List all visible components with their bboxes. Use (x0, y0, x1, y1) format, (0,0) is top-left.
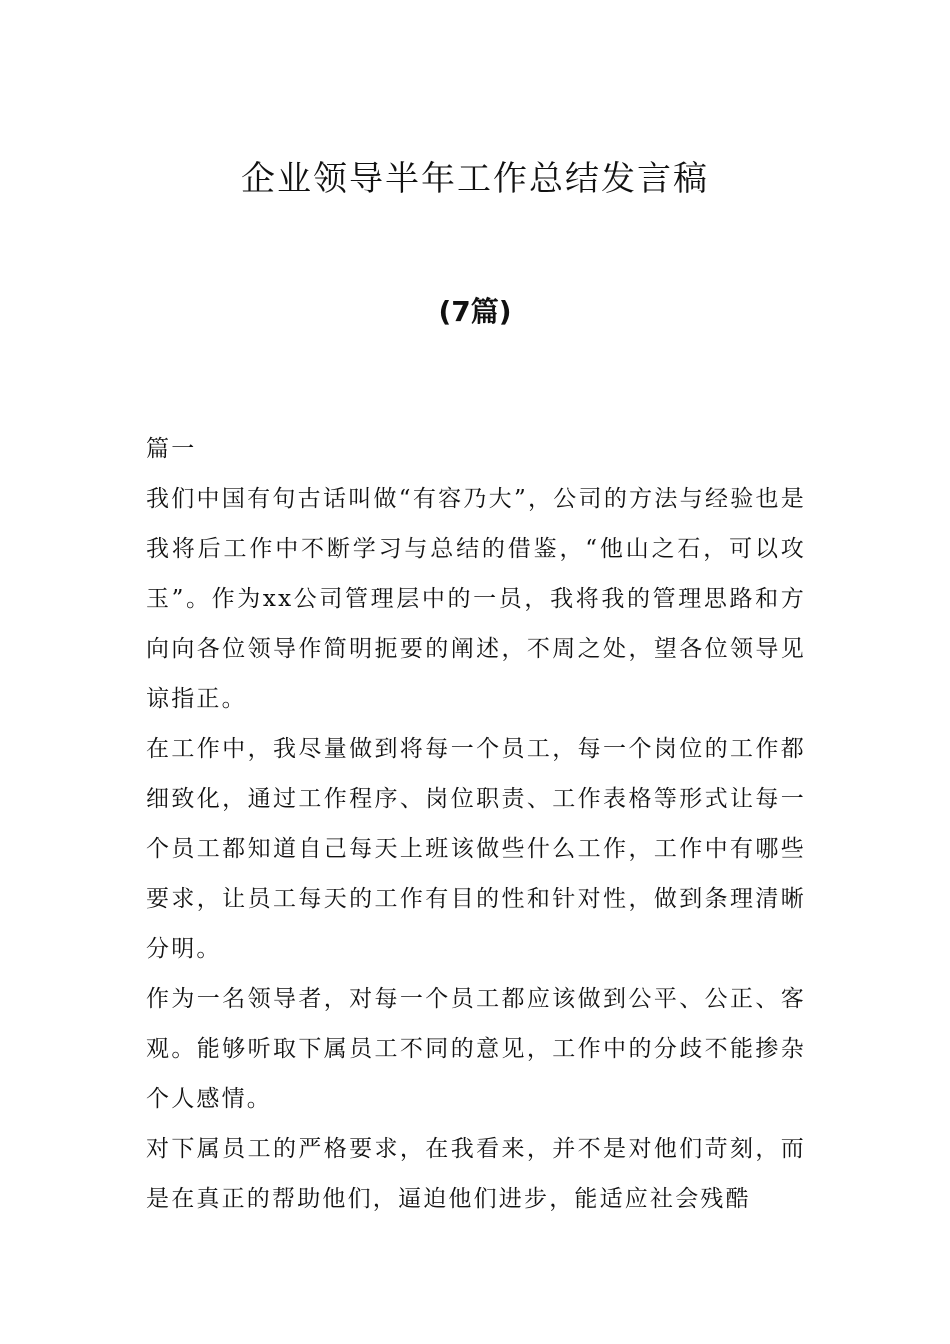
paragraph: 我们中国有句古话叫做“有容乃大”，公司的方法与经验也是我将后工作中不断学习与总结的借鉴，“他山之石，可以攻玉”。作为xx公司管理层中的一员，我将我的管理思路和方向向各位领导作简明扼要的阐述，不周之处，望各位领导见谅指正。 (146, 486, 806, 712)
paragraph: 在工作中，我尽量做到将每一个员工，每一个岗位的工作都细致化，通过工作程序、岗位职责、工作表格等形式让每一个员工都知道自己每天上班该做些什么工作，工作中有哪些要求，让员工每天的工作有目的性和针对性，做到条理清晰分明。 (146, 736, 806, 962)
paragraph: 作为一名领导者，对每一个员工都应该做到公平、公正、客观。能够听取下属员工不同的意见，工作中的分歧不能掺杂个人感情。 (146, 986, 806, 1112)
document-subtitle: (7篇) (438, 295, 512, 328)
section-heading: 篇一 (146, 436, 197, 462)
document-title: 企业领导半年工作总结发言稿 (241, 159, 709, 199)
paragraph: 对下属员工的严格要求，在我看来，并不是对他们苛刻，而是在真正的帮助他们，逼迫他们进步，能适应社会残酷 (146, 1136, 806, 1212)
document-body (146, 424, 806, 1224)
